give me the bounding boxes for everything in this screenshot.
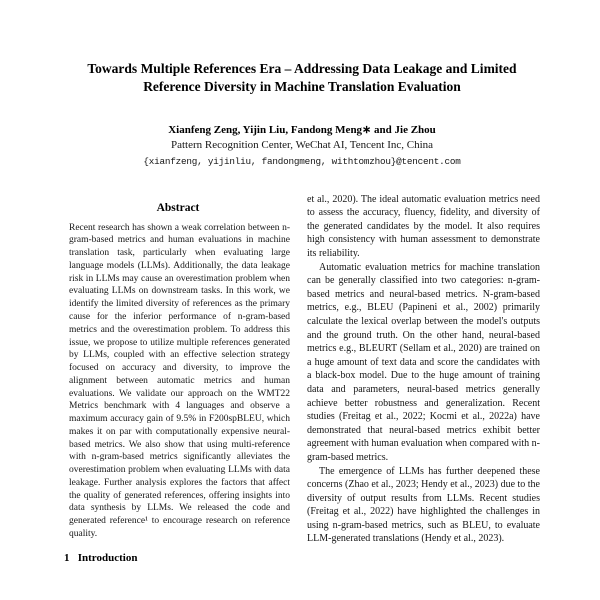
section-heading-introduction: 1 Introduction	[64, 551, 138, 564]
abstract-body: Recent research has shown a weak correlation between n-gram-based metrics and human evaluations in machine translation task, particularly when evaluating large language models (LLMs). Additionally, the data leakage risk in LLMs may cause an overestimation problem when evaluating LLMs on downstream tasks. In this work, we identify the limited diversity of references as the primary cause for the inferior performance of n-gram-based metrics and the overestimation problem. To address this issue, we propose to utilize multiple references generated by LLMs, coupled with an effective selection strategy focused on accuracy and diversity, to improve the alignment between automatic metrics and human evaluations. We validate our approach on the WMT22 Metrics benchmark with 4 languages and observe a maximum accuracy gain of 9.5% in F200spBLEU, which makes it on par with computationally expensive neural-based metrics. We also show that using multi-reference with n-gram-based metrics significantly alleviates the overestimation problem when evaluating LLMs with data leakage. Further analysis explores the factors that affect the quality of generated references, offering insights into data synthesis by LLMs. We released the code and generated reference¹ to encourage research on reference quality.	[69, 222, 290, 539]
left-column	[64, 193, 292, 564]
email-line: {xianfzeng, yijinliu, fandongmeng, withtomzhou}@tencent.com	[143, 155, 461, 167]
right-column	[307, 193, 540, 546]
body-paragraph: et al., 2020). The ideal automatic evaluation metrics need to assess the accuracy, fluency, fidelity, and diversity of the generated candidates by the model. It also requires high consistency with human assessment to demonstrate its reliability.	[307, 193, 540, 259]
abstract-heading: Abstract	[156, 201, 200, 214]
author-line: Xianfeng Zeng, Yijin Liu, Fandong Meng∗ and Jie Zhou	[168, 123, 436, 136]
affiliation-line: Pattern Recognition Center, WeChat AI, Tencent Inc, China	[170, 138, 434, 151]
body-paragraph: Automatic evaluation metrics for machine translation can be generally classified into two categories: n-gram-based metrics and neural-based metrics. N-gram-based metrics, e.g., BLEU (Papineni et al., 2002) primarily calculate the lexical overlap between the model's outputs and the ground truth. On the other hand, neural-based metrics e.g., BLEURT (Sellam et al., 2020) are trained on a huge amount of text data and score the candidates with a black-box model. Due to the huge amount of training data and parameters, neural-based metrics generally achieve better robustness and generalization. Recent studies (Freitag et al., 2022; Kocmi et al., 2022a) have demonstrated that neural-based metrics exhibit better agreement with human evaluation when compared with n-gram-based metrics.	[307, 261, 540, 463]
body-paragraph: The emergence of LLMs has further deepened these concerns (Zhao et al., 2023; Hendy et al., 2023) due to the diversity of output results from LLMs. Recent studies (Freitag et al., 2022) have highlighted the challenges in using n-gram-based metrics, such as BLEU, to evaluate LLM-generated translations (Hendy et al., 2023).	[307, 465, 540, 545]
two-column-body	[64, 193, 540, 564]
paper-title: Towards Multiple References Era – Addressing Data Leakage and Limited Reference Diversity in Machine Translation Evaluation	[87, 61, 517, 94]
